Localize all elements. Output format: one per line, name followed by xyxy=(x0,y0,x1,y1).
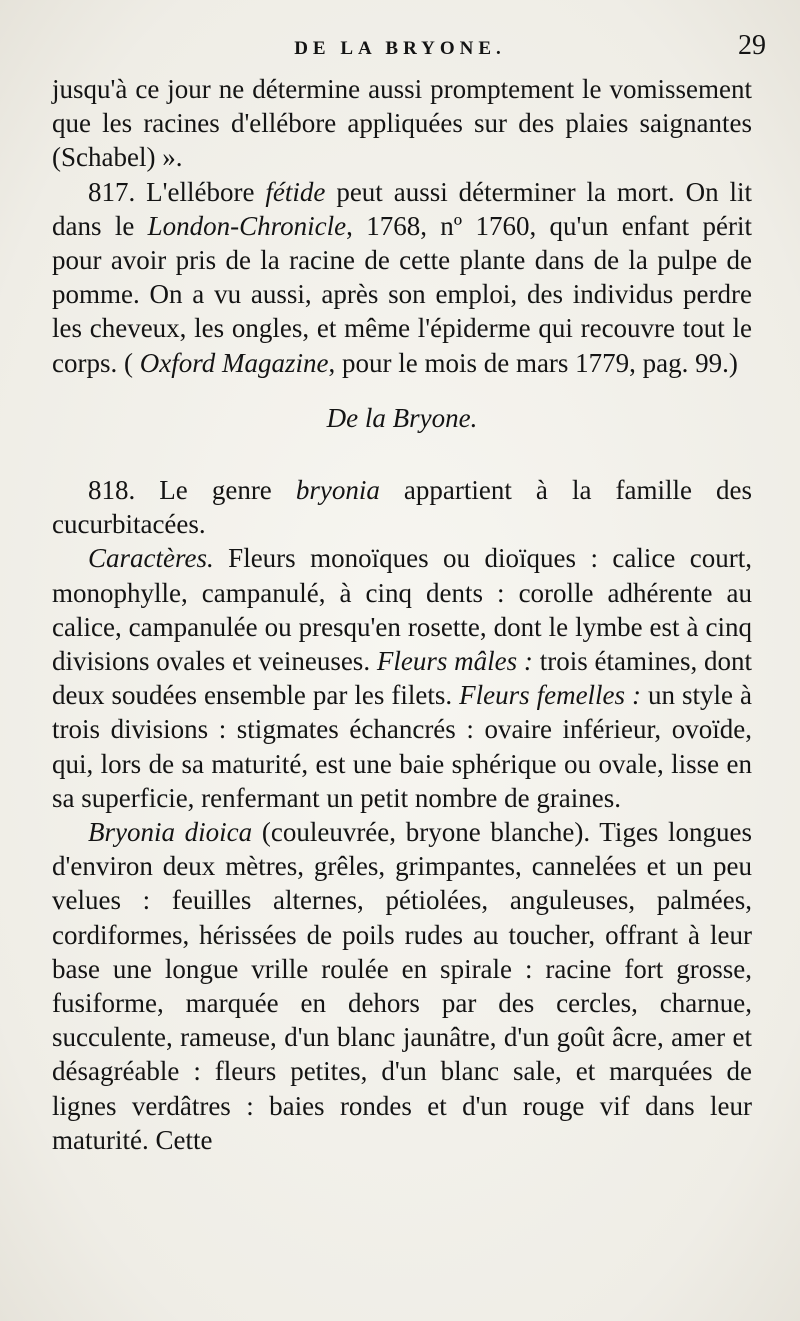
page-number: 29 xyxy=(738,30,766,61)
caracteres-text-c: un style à trois divisions : stigmates échancrés : ovaire inférieur, ovoïde, qui, lors de sa maturité, est une baie sphérique ou ovale, lisse en sa superficie, renfermant un petit nombre de graines. xyxy=(52,680,752,813)
bryonia-dioica-text: (couleuvrée, bryone blanche). Tiges longues d'environ deux mètres, grêles, grimpantes, cannelées et un peu velues : feuilles alternes, pétiolées, anguleuses, palmées, cordiformes, hérissées de poils rudes au toucher, offrant à leur base une longue vrille roulée en spirale : racine fort grosse, fusiforme, marquée en dehors par des cercles, charnue, succulente, rameuse, d'un blanc jaunâtre, d'un goût âcre, amer et désagréable : fleurs petites, d'un blanc sale, et marquées de lignes verdâtres : baies rondes et d'un rouge vif dans leur maturité. Cette xyxy=(52,817,752,1155)
p817-mid: peut aussi déterminer la mort. On lit dans le xyxy=(52,176,752,241)
caracteres-heading: Caractères. xyxy=(88,543,214,574)
p818-rest: appartient à la famille des cucurbitacées. xyxy=(52,475,753,540)
paragraph-817 xyxy=(52,175,752,380)
caracteres-text-b: trois étamines, dont deux soudées ensemble par les filets. xyxy=(52,646,753,711)
section-title: De la Bryone. xyxy=(326,402,478,433)
paragraph-caracteres xyxy=(52,541,752,815)
paragraph-818 xyxy=(52,473,752,541)
p817-end: , pour le mois de mars 1779, pag. 99.) xyxy=(328,347,738,378)
p817-lead: 817. L'ellébore xyxy=(88,176,266,207)
page-body xyxy=(52,72,752,1157)
bryonia-dioica-label: Bryonia dioica xyxy=(88,817,253,848)
p817-italic-oxford-magazine: Oxford Magazine xyxy=(139,347,329,378)
caracteres-text-a: Fleurs monoïques ou dioïques : calice court, monophylle, campanulé, à cinq dents : corolle adhérente au calice, campanulée ou presqu'en rosette, dont le lymbe est à cinq divisions ovales et veineuses. xyxy=(52,543,752,677)
p817-italic-fetide: fétide xyxy=(265,176,326,207)
p818-italic-bryonia: bryonia xyxy=(295,475,380,506)
fleurs-femelles-label: Fleurs femelles : xyxy=(459,680,642,711)
running-title: DE LA BRYONE. xyxy=(294,38,506,59)
fleurs-males-label: Fleurs mâles : xyxy=(376,646,533,677)
paragraph-bryonia-dioica xyxy=(52,815,752,1157)
paragraph-continuation: jusqu'à ce jour ne détermine aussi promptement le vomissement que les racines d'ellébore appliquées sur des plaies saignantes (Schabel) ». xyxy=(52,74,752,173)
p817-italic-london-chronicle: London-Chronicle xyxy=(147,210,347,241)
p818-lead: 818. Le genre xyxy=(88,475,296,506)
p817-rest: , 1768, nº 1760, qu'un enfant périt pour avoir pris de la racine de cette plante dans de la pulpe de pomme. On a vu aussi, après son emploi, des individus perdre les cheveux, les ongles, et même l'épiderme qui recouvre tout le corps. ( xyxy=(52,210,752,378)
